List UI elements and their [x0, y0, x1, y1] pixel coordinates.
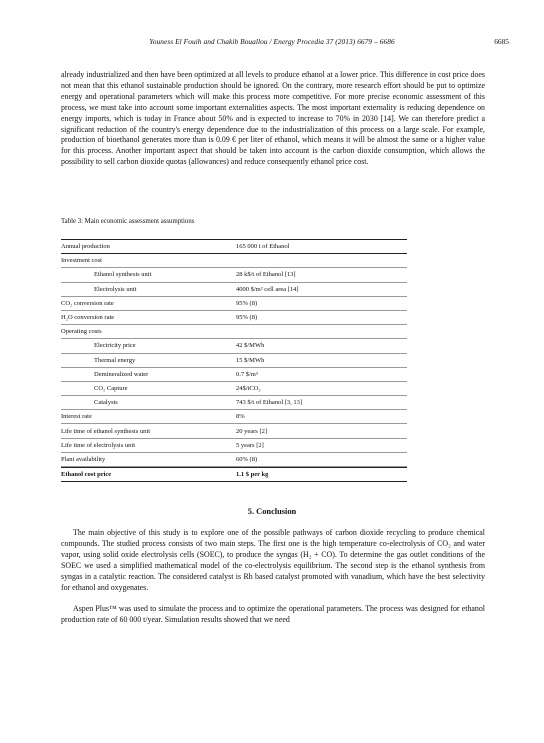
table-cell-value: 28 k$/t of Ethanol [13]	[236, 271, 296, 279]
table-cell-value: 5 years [2]	[236, 441, 264, 449]
table-cell-label: Ethanol cost price	[61, 471, 112, 479]
table-row	[61, 268, 407, 282]
page-number: 6685	[494, 37, 509, 46]
table-cell-label: Thermal energy	[94, 356, 136, 364]
table-cell-value: 60% (8)	[236, 455, 258, 463]
section-title: 5. Conclusion	[247, 507, 297, 516]
table-cell-label: Interest rate	[61, 413, 92, 421]
table-cell-value: 20 years [2]	[236, 427, 268, 435]
table-row	[61, 368, 407, 382]
intro-paragraph: already industrialized and then have been optimized at all levels to produce ethanol at a lower price. This difference in cost price does not mean that this ethanol sustainable production should be ignored. On the contrary, more research effort should be put to optimize energy and operational parameters which will make this process more competitive. For more precise economic assessment of this process, we must take into account some important externalities aspects. The most important externality is reducing dependence on energy imports, which is today in France about 50% and is expected to increase to 70% in 2030 [14]. We can therefore predict a significant reduction of the country's energy dependence due to the industrialization of this process on a large scale. For example, production of bioethanol generates more than is 0.09 € per liter of ethanol, which means it will be almost the same or a higher value for this process. Another important aspect that should be taken into account is the carbon dioxide consumption, which allows the possibility to sell carbon dioxide quotas (allowances) and reduce consequently ethanol price cost.	[61, 70, 485, 167]
table-cell-label: CO₂ conversion rate	[61, 299, 114, 307]
table-row	[61, 254, 407, 268]
table-cell-label: Investment cost	[61, 257, 102, 265]
table-cell-label: Electricity price	[94, 342, 136, 350]
table-cell-value: 743 $/t of Ethanol [3, 13]	[236, 399, 303, 407]
table-cell-label: Catalysts	[94, 399, 118, 407]
table-cell-value: 95% (8)	[236, 299, 258, 307]
table-cell-value: 95% (8)	[236, 314, 258, 322]
table-caption: Table 3: Main economic assessment assumptions	[61, 218, 195, 225]
table-cell-label: Operating costs	[61, 328, 102, 336]
table-cell-value: 165 000 t of Ethanol	[236, 243, 290, 251]
table-cell-value: 42 $/MWh	[236, 342, 265, 350]
table-cell-value: 1.1 $ per kg	[236, 471, 269, 479]
table-cell-label: Electrolysis unit	[94, 285, 137, 293]
table-row	[61, 354, 407, 368]
table-cell-value: 0.7 $/m³	[236, 370, 258, 378]
table-row	[61, 424, 407, 438]
table-cell-label: Demineralized water	[94, 370, 149, 378]
conclusion-paragraph-2: Aspen Plus™ was used to simulate the process and to optimize the operational parameters. The process was designed for ethanol production rate of 60 000 t/year. Simulation results showed that we need	[61, 604, 485, 624]
conclusion-paragraph-1: The main objective of this study is to explore one of the possible pathways of carbon dioxide recycling to produce chemical compounds. The studied process consists of two main steps. The first one is the high temperature co-electrolysis of CO₂ and water vapor, using solid oxide electrolysis cells (SOEC), to produce the syngas (H₂ + CO). To determine the gas outlet conditions of the SOEC we used a simplified mathematical model of the co-electrolysis equilibrium. The second step is the ethanol synthesis from syngas in a catalytic reaction. The considered catalyst is Rh based catalyst promoted with vanadium, which have the best selectivity for ethanol and oxygenates.	[61, 528, 485, 592]
table-cell-label: Annual production	[61, 243, 110, 251]
table-row	[61, 467, 407, 481]
table-row	[61, 410, 407, 424]
table-row	[61, 311, 407, 325]
table-cell-value: 8%	[236, 413, 245, 421]
table-row	[61, 339, 407, 353]
table-cell-label: H₂O conversion rate	[61, 314, 115, 322]
table-cell-label: Life time of electrolysis unit	[61, 441, 136, 449]
table-cell-value: 15 $/MWh	[236, 356, 265, 364]
economic-assumptions-table	[61, 239, 407, 482]
table-cell-label: Plant availability	[61, 455, 106, 463]
table-cell-value: 24$/tCO₂	[236, 384, 261, 392]
table-row	[61, 325, 407, 339]
table-row	[61, 382, 407, 396]
journal-citation: Youness El Fouih and Chakib Bouallou / Energy Procedia 37 (2013) 6679 – 6686	[149, 37, 395, 46]
table-row	[61, 297, 407, 311]
table-row	[61, 283, 407, 297]
table-cell-value: 4000 $/m² cell area [14]	[236, 285, 299, 293]
running-header	[0, 37, 544, 49]
table-cell-label: CO₂ Capture	[94, 384, 128, 392]
table-row	[61, 439, 407, 453]
table-cell-label: Life time of ethanol synthesis unit	[61, 427, 150, 435]
table-cell-label: Ethanol synthesis unit	[94, 271, 152, 279]
table-row	[61, 396, 407, 410]
table-row	[61, 240, 407, 254]
table-row	[61, 453, 407, 467]
